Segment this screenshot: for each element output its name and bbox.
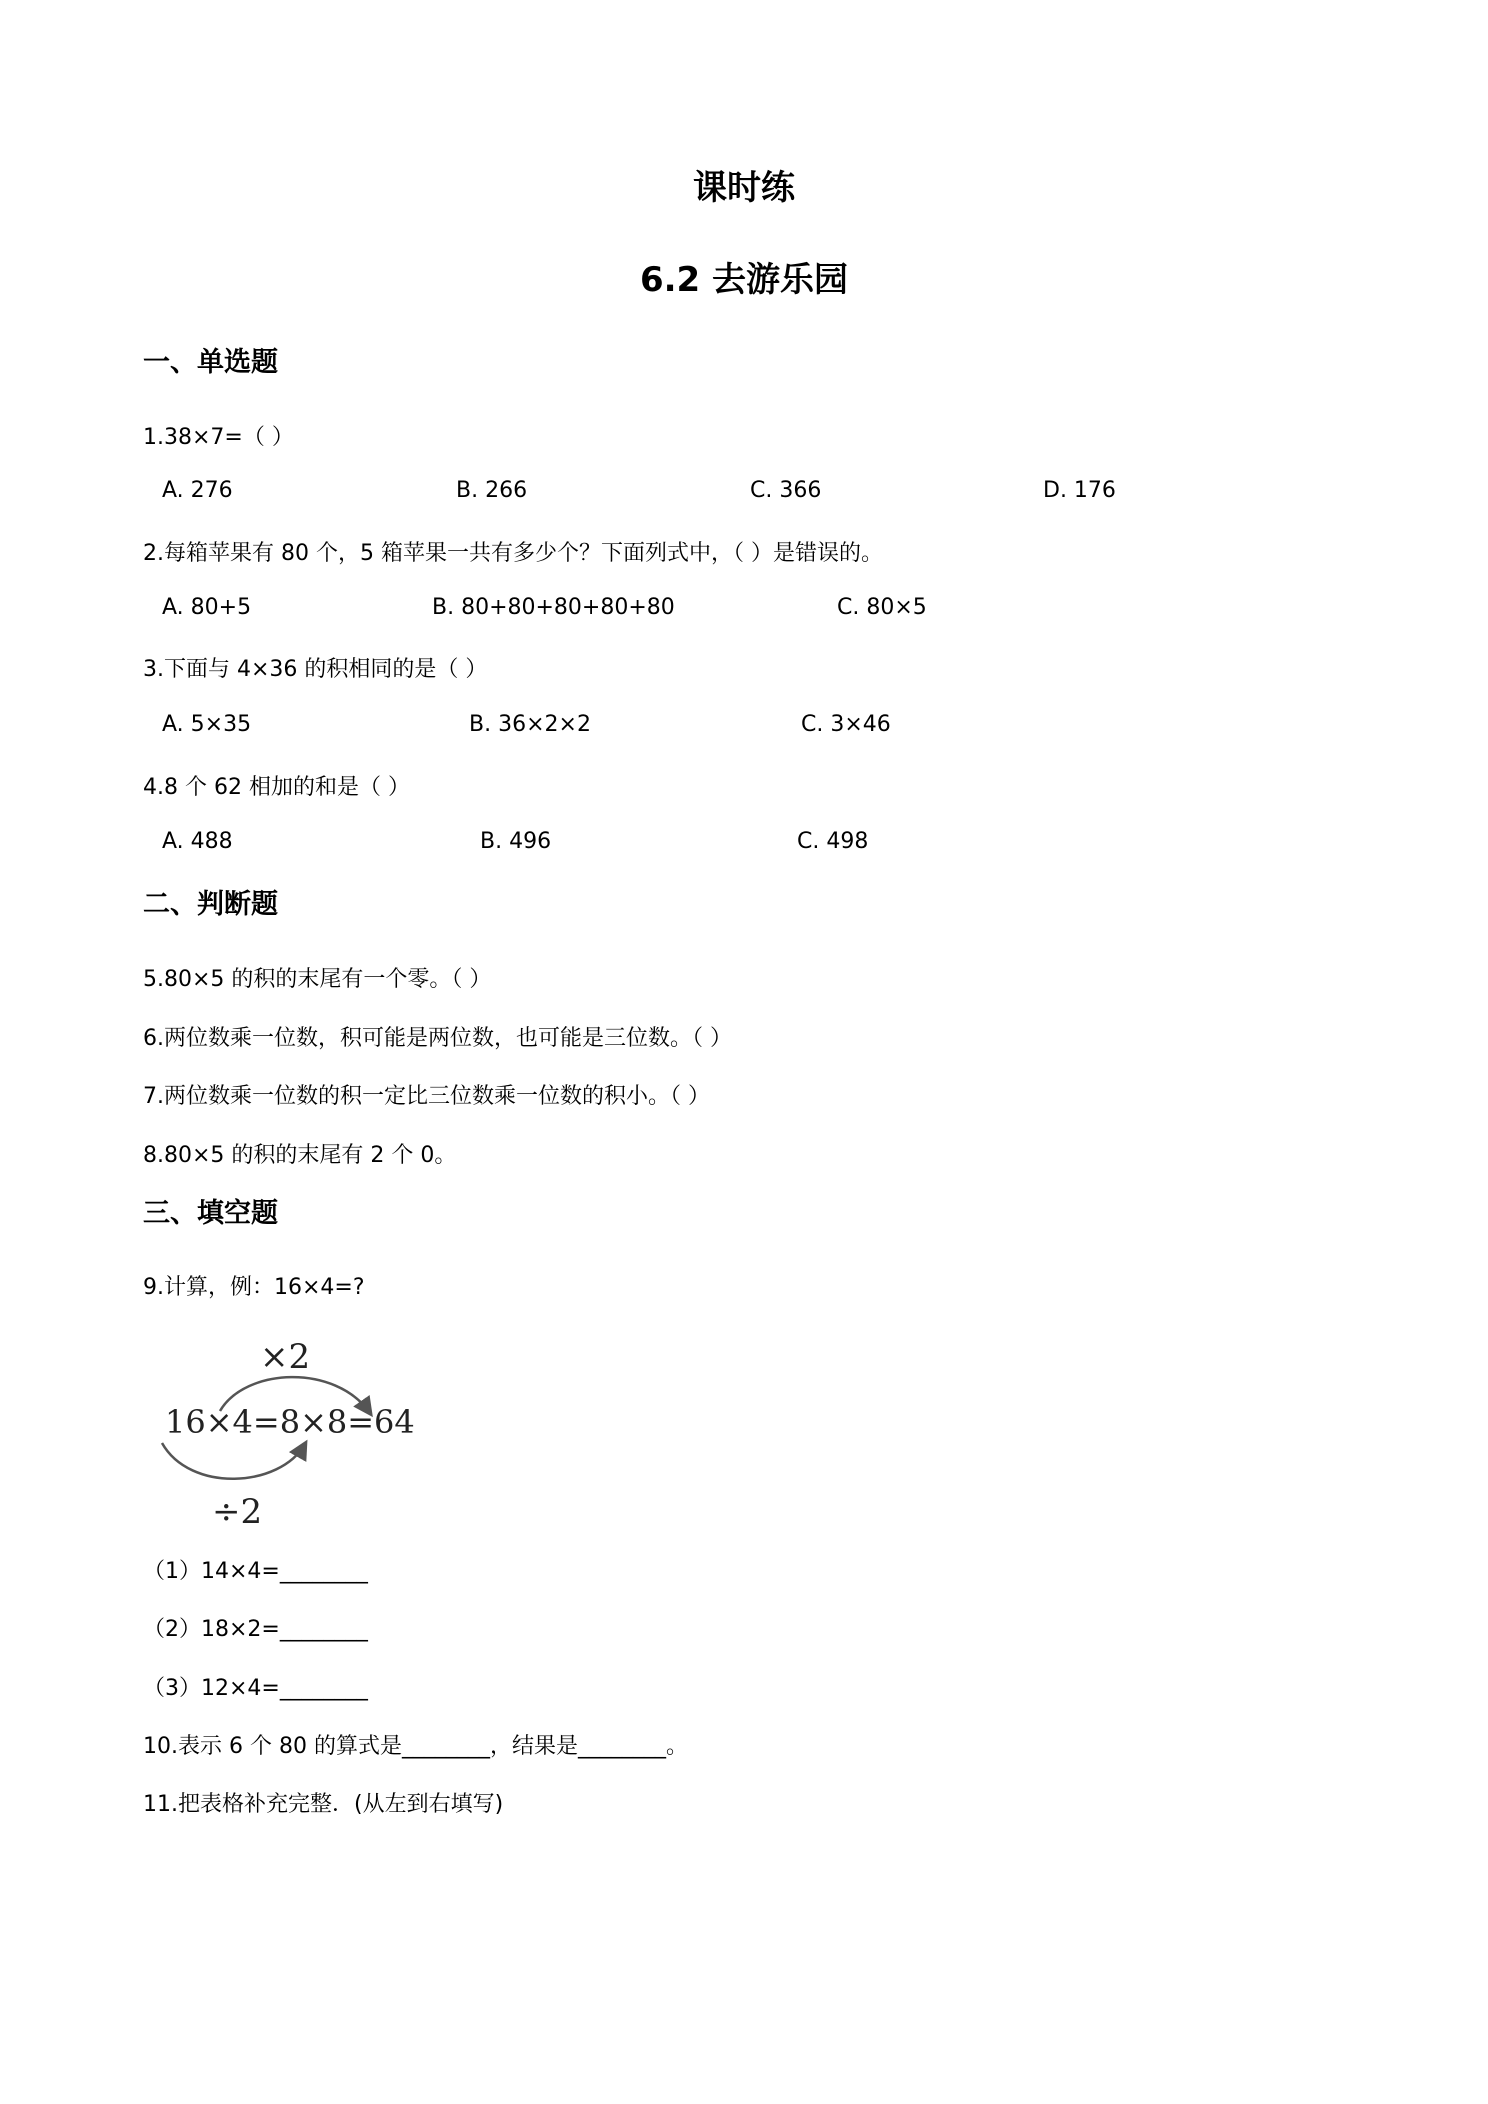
question-9: 9.计算，例：16×4=? xyxy=(143,1275,365,1300)
question-1: 1.38×7=（ ） xyxy=(143,425,294,450)
q3-option-c: C. 3×46 xyxy=(801,712,891,737)
diagram-bottom-label: ÷2 xyxy=(212,1492,263,1532)
section-heading-fill-in: 三、填空题 xyxy=(143,1198,278,1229)
question-10: 10.表示 6 个 80 的算式是________，结果是________。 xyxy=(143,1734,688,1759)
page-title: 课时练 xyxy=(693,168,795,208)
q9-subquestion-3: （3）12×4=________ xyxy=(143,1676,368,1701)
q1-option-d: D. 176 xyxy=(1043,478,1116,503)
bottom-arc-arrow xyxy=(162,1443,305,1479)
page-subtitle: 6.2 去游乐园 xyxy=(639,260,849,300)
diagram-top-label: ×2 xyxy=(260,1337,311,1377)
question-3: 3.下面与 4×36 的积相同的是（ ） xyxy=(143,657,488,682)
q4-option-c: C. 498 xyxy=(797,829,869,854)
q2-option-a: A. 80+5 xyxy=(162,595,252,620)
q2-option-b: B. 80+80+80+80+80 xyxy=(432,595,675,620)
q9-subquestion-2: （2）18×2=________ xyxy=(143,1617,368,1642)
question-2: 2.每箱苹果有 80 个，5 箱苹果一共有多少个？下面列式中，（ ）是错误的。 xyxy=(143,541,883,566)
q4-option-b: B. 496 xyxy=(480,829,552,854)
section-heading-true-false: 二、判断题 xyxy=(143,889,278,920)
question-7: 7.两位数乘一位数的积一定比三位数乘一位数的积小。（ ） xyxy=(143,1084,710,1109)
q1-option-c: C. 366 xyxy=(750,478,822,503)
q1-option-a: A. 276 xyxy=(162,478,233,503)
section-heading-single-choice: 一、单选题 xyxy=(143,347,278,378)
question-5: 5.80×5 的积的末尾有一个零。（ ） xyxy=(143,967,492,992)
q2-option-c: C. 80×5 xyxy=(837,595,927,620)
q4-option-a: A. 488 xyxy=(162,829,233,854)
question-8: 8.80×5 的积的末尾有 2 个 0。 xyxy=(143,1143,457,1168)
q1-option-b: B. 266 xyxy=(456,478,528,503)
question-6: 6.两位数乘一位数，积可能是两位数，也可能是三位数。（ ） xyxy=(143,1026,732,1051)
q9-subquestion-1: （1）14×4=________ xyxy=(143,1559,368,1584)
question-4: 4.8 个 62 相加的和是（ ） xyxy=(143,775,410,800)
diagram-equation: 16×4=8×8=64 xyxy=(165,1403,415,1441)
multiplication-example-diagram xyxy=(150,1318,450,1533)
question-11: 11.把表格补充完整．(从左到右填写) xyxy=(143,1792,504,1817)
q3-option-b: B. 36×2×2 xyxy=(469,712,591,737)
q3-option-a: A. 5×35 xyxy=(162,712,252,737)
